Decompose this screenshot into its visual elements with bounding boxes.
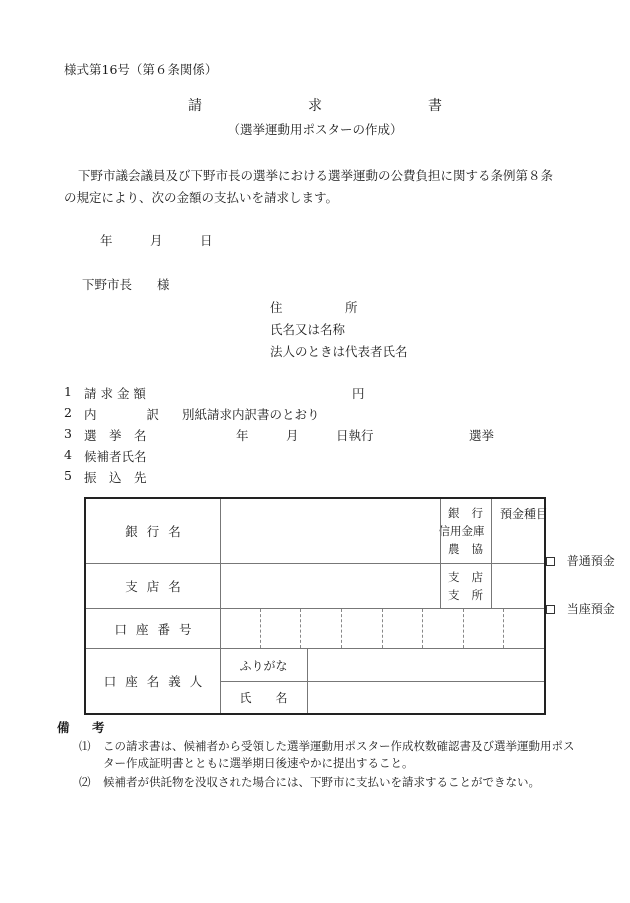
notes-section bbox=[57, 718, 577, 791]
table-row-account-holder bbox=[86, 648, 544, 713]
note-text: 候補者が供託物を没収された場合には、下野市に支払いを請求することができない。 bbox=[103, 775, 540, 789]
checkbox-icon[interactable] bbox=[546, 557, 555, 566]
item-value-election-date: 年 月 日執行 bbox=[236, 428, 374, 443]
account-number-digit-cell[interactable] bbox=[464, 609, 505, 648]
deposit-type-cell bbox=[491, 499, 615, 616]
bank-name-label-cell bbox=[86, 499, 220, 563]
bank-name-label: 銀行名 bbox=[125, 524, 190, 539]
account-holder-subrows bbox=[220, 649, 544, 713]
addressee: 下野市長 様 bbox=[82, 277, 170, 292]
bank-name-input[interactable] bbox=[220, 499, 439, 563]
item-number: 1 bbox=[64, 384, 72, 399]
account-number-boxes bbox=[220, 609, 544, 648]
form-number: 様式第16号（第６条関係） bbox=[64, 62, 218, 77]
date-line: 年 月 日 bbox=[100, 233, 213, 248]
branch-suffix-shiten: 支店 bbox=[448, 570, 495, 584]
item-row-2 bbox=[64, 405, 564, 426]
branch-name-label-cell bbox=[86, 564, 220, 608]
bank-suffix-stack bbox=[436, 499, 495, 563]
intro-paragraph: 下野市議会議員及び下野市長の選挙における選挙運動の公費負担に関する条例第８条の規定により、次の金額の支払いを請求します。 bbox=[64, 168, 554, 205]
account-number-label: 口座番号 bbox=[114, 621, 201, 637]
column-divider bbox=[440, 499, 441, 563]
item-row-5 bbox=[64, 468, 564, 489]
item-label-election-name: 選 挙 名 bbox=[84, 428, 147, 443]
account-number-digit-cell[interactable] bbox=[423, 609, 464, 648]
deposit-option-ordinary-label: 普通預金 bbox=[566, 554, 615, 568]
account-holder-name-input[interactable] bbox=[307, 682, 544, 713]
item-row-3 bbox=[64, 426, 564, 447]
bank-suffix-bank: 銀行 bbox=[448, 506, 495, 520]
branch-name-label: 支店名 bbox=[125, 579, 190, 594]
applicant-block bbox=[270, 297, 408, 363]
item-value-yen-unit: 円 bbox=[352, 386, 365, 401]
account-number-digit-cell[interactable] bbox=[301, 609, 342, 648]
account-holder-furigana-label: ふりがな bbox=[239, 658, 288, 673]
applicant-name-label: 氏名又は名称 bbox=[270, 322, 346, 337]
table-row-account-number bbox=[86, 608, 544, 648]
item-value-breakdown: 別紙請求内訳書のとおり bbox=[182, 407, 320, 422]
applicant-representative-label: 法人のときは代表者氏名 bbox=[270, 344, 408, 359]
item-label-candidate-name: 候補者氏名 bbox=[84, 449, 147, 464]
item-value-election-suffix: 選挙 bbox=[469, 428, 495, 443]
account-holder-label-cell bbox=[86, 649, 220, 713]
bank-suffix-shinkin: 信用金庫 bbox=[438, 524, 485, 538]
account-holder-furigana-row bbox=[220, 649, 544, 681]
branch-suffix-stack bbox=[436, 564, 495, 608]
item-label-transfer-destination: 振 込 先 bbox=[84, 470, 147, 485]
account-number-label-cell bbox=[86, 609, 220, 648]
item-number: 2 bbox=[64, 405, 72, 420]
item-label-breakdown: 内 訳 bbox=[84, 407, 160, 422]
bank-suffix-nokyo: 農協 bbox=[448, 542, 495, 556]
item-row-1 bbox=[64, 384, 564, 405]
page-title: 請 求 書 bbox=[188, 98, 468, 114]
account-number-digit-cell[interactable] bbox=[504, 609, 544, 648]
numbered-items bbox=[64, 384, 564, 489]
item-number: 5 bbox=[64, 468, 72, 483]
notes-title: 備 考 bbox=[57, 720, 110, 735]
branch-name-input[interactable] bbox=[220, 564, 439, 608]
account-holder-furigana-input[interactable] bbox=[307, 649, 544, 681]
account-holder-label: 口座名義人 bbox=[103, 674, 212, 689]
checkbox-icon[interactable] bbox=[546, 605, 555, 614]
column-divider bbox=[440, 564, 441, 608]
table-row-branch-name bbox=[86, 563, 544, 608]
item-row-4 bbox=[64, 447, 564, 468]
bank-details-table bbox=[84, 497, 615, 715]
note-text: この請求書は、候補者から受領した選挙運動用ポスター作成枚数確認書及び選挙運動用ポスター作成証明書とともに選挙期日後速やかに提出すること。 bbox=[103, 739, 575, 770]
applicant-address-label: 住 所 bbox=[270, 300, 358, 315]
table-row-bank-name bbox=[86, 499, 544, 563]
deposit-option-ordinary[interactable] bbox=[500, 538, 615, 583]
account-holder-name-label: 氏 名 bbox=[239, 691, 288, 705]
note-marker: ⑵ bbox=[79, 775, 91, 789]
deposit-option-current-label: 当座預金 bbox=[566, 602, 615, 616]
note-item bbox=[57, 738, 577, 772]
note-item bbox=[57, 774, 577, 791]
page-subtitle: （選挙運動用ポスターの作成） bbox=[227, 122, 403, 137]
item-label-claim-amount: 請 求 金 額 bbox=[84, 386, 146, 401]
item-number: 3 bbox=[64, 426, 72, 441]
account-number-digit-cell[interactable] bbox=[261, 609, 302, 648]
note-marker: ⑴ bbox=[79, 739, 91, 753]
account-holder-name-row bbox=[220, 681, 544, 713]
deposit-type-title: 預金種目 bbox=[500, 507, 549, 521]
account-number-digit-cell[interactable] bbox=[220, 609, 261, 648]
branch-suffix-shisho: 支所 bbox=[448, 588, 495, 602]
account-number-digit-cell[interactable] bbox=[383, 609, 424, 648]
account-number-digit-cell[interactable] bbox=[342, 609, 383, 648]
item-number: 4 bbox=[64, 447, 72, 462]
